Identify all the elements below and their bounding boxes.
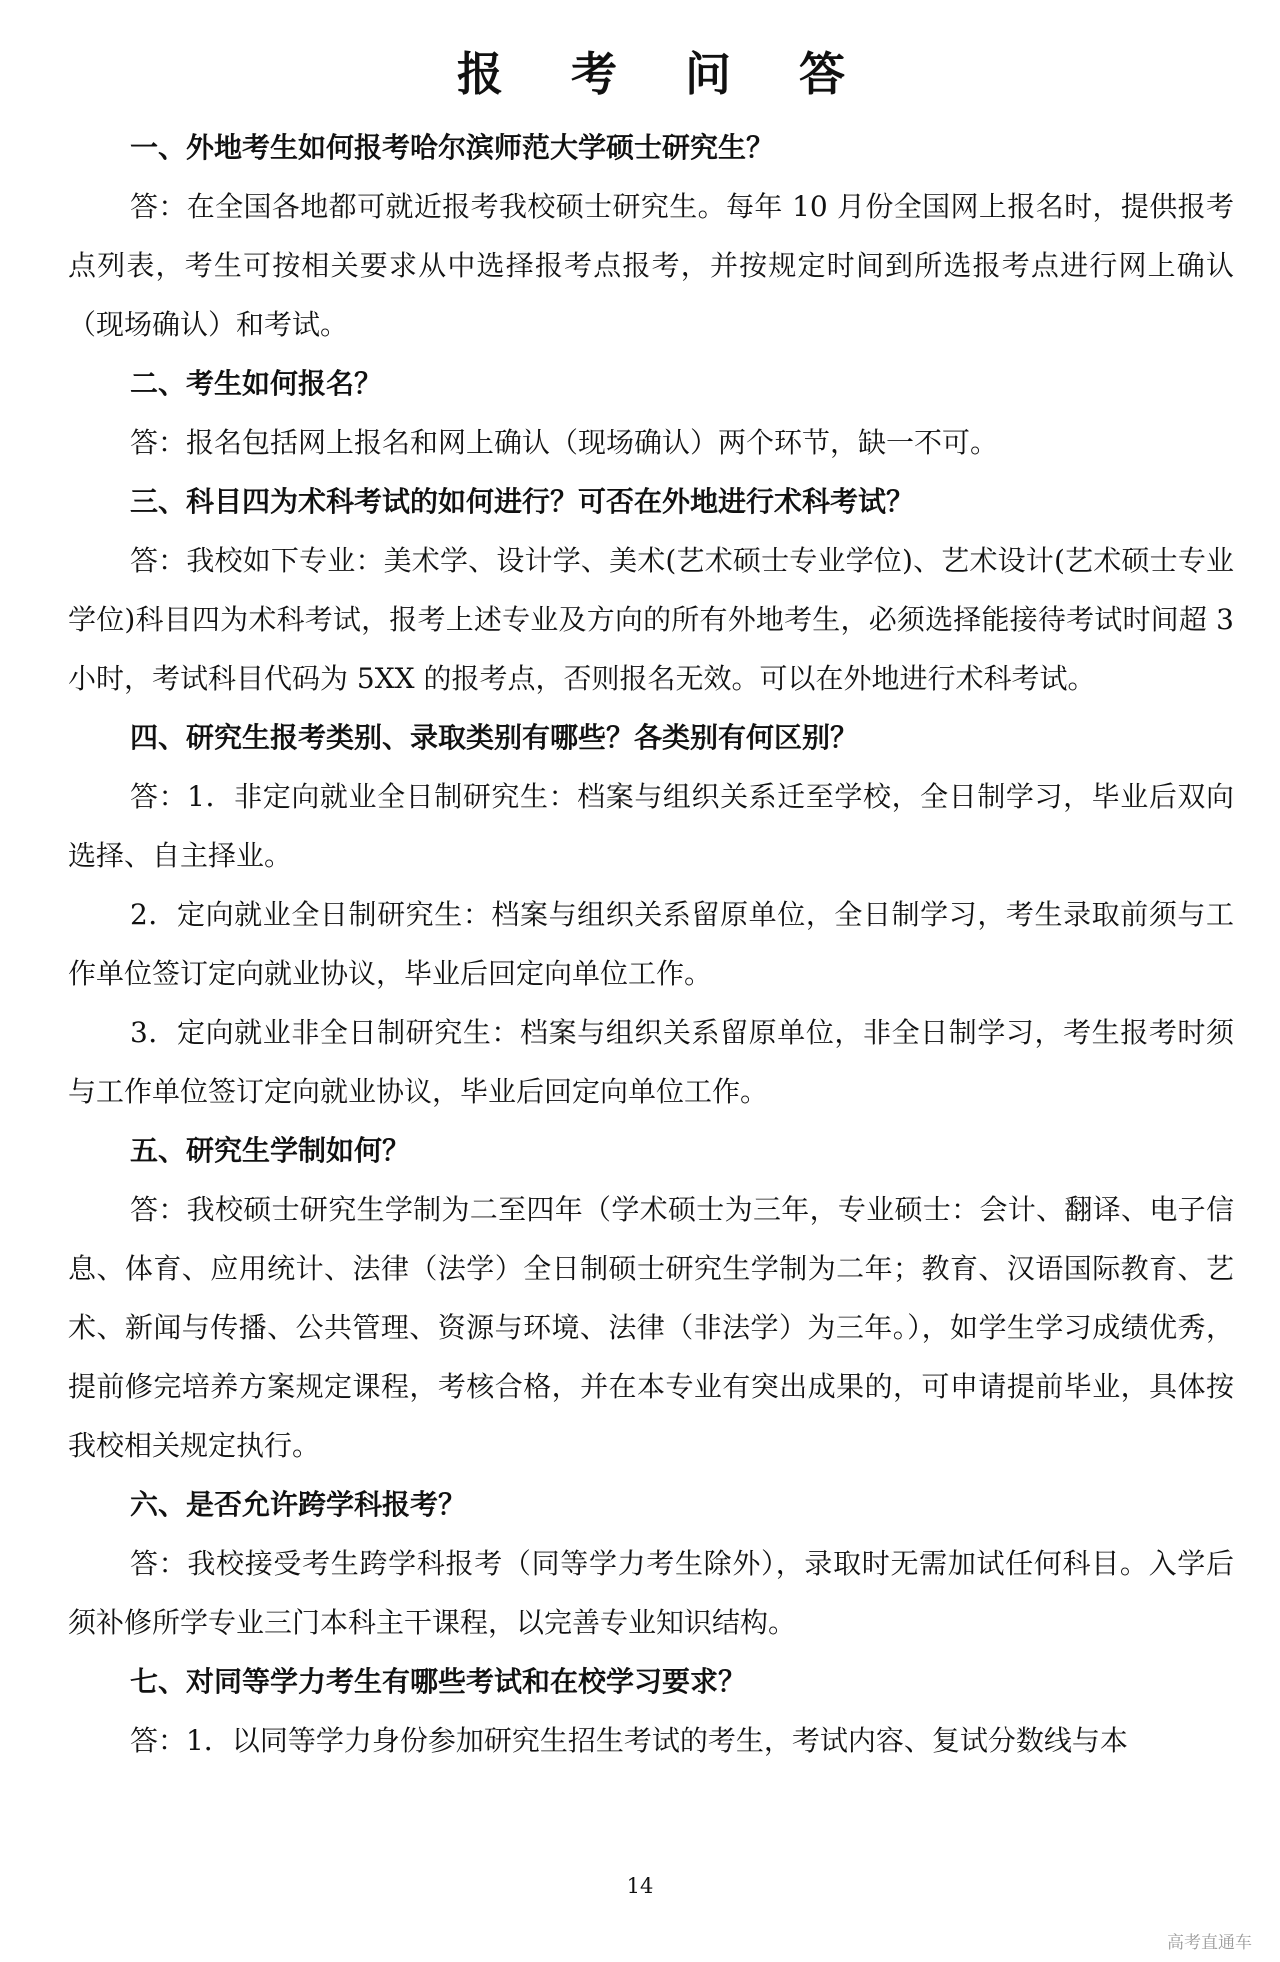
question: 一、外地考生如何报考哈尔滨师范大学硕士研究生？ xyxy=(130,131,775,164)
document-page xyxy=(68,44,1234,1770)
watermark: 高考直通车 xyxy=(1167,1933,1252,1953)
answer: 答：1．以同等学力身份参加研究生招生考试的考生，考试内容、复试分数线与本 xyxy=(130,1724,1128,1757)
page-title: 报 考 问 答 xyxy=(456,47,872,101)
answer: 3．定向就业非全日制研究生：档案与组织关系留原单位，非全日制学习，考生报考时须与工作单位签订定向就业协议，毕业后回定向单位工作。 xyxy=(68,1016,1234,1108)
question: 四、研究生报考类别、录取类别有哪些？各类别有何区别？ xyxy=(130,721,859,754)
question: 二、考生如何报名？ xyxy=(130,367,383,400)
answer: 答：我校如下专业：美术学、设计学、美术(艺术硕士专业学位)、艺术设计(艺术硕士专业学位)科目四为术科考试，报考上述专业及方向的所有外地考生，必须选择能接待考试时间超 3 小时，考试科目代码为 5XX 的报考点，否则报名无效。可以在外地进行术科考试。 xyxy=(68,544,1234,695)
faq-section xyxy=(68,708,1234,1121)
faq-section xyxy=(68,1121,1234,1475)
page-number: 14 xyxy=(626,1874,654,1898)
question: 五、研究生学制如何？ xyxy=(130,1134,411,1167)
answer: 答：1．非定向就业全日制研究生：档案与组织关系迁至学校，全日制学习，毕业后双向选择、自主择业。 xyxy=(68,780,1234,872)
question: 六、是否允许跨学科报考？ xyxy=(130,1488,467,1521)
answer: 答：我校硕士研究生学制为二至四年（学术硕士为三年，专业硕士：会计、翻译、电子信息、体育、应用统计、法律（法学）全日制硕士研究生学制为二年；教育、汉语国际教育、艺术、新闻与传播、公共管理、资源与环境、法律（非法学）为三年。），如学生学习成绩优秀，提前修完培养方案规定课程，考核合格，并在本专业有突出成果的，可申请提前毕业，具体按我校相关规定执行。 xyxy=(68,1193,1234,1462)
question: 三、科目四为术科考试的如何进行？可否在外地进行术科考试？ xyxy=(130,485,915,518)
answer: 答：在全国各地都可就近报考我校硕士研究生。每年 10 月份全国网上报名时，提供报考点列表，考生可按相关要求从中选择报考点报考，并按规定时间到所选报考点进行网上确认（现场确认）和考试。 xyxy=(68,190,1234,341)
faq-section xyxy=(68,472,1234,708)
question: 七、对同等学力考生有哪些考试和在校学习要求？ xyxy=(130,1665,747,1698)
faq-section xyxy=(68,354,1234,472)
answer: 答：我校接受考生跨学科报考（同等学力考生除外），录取时无需加试任何科目。入学后须补修所学专业三门本科主干课程，以完善专业知识结构。 xyxy=(68,1547,1234,1639)
faq-section xyxy=(68,1652,1234,1770)
faq-section xyxy=(68,118,1234,354)
answer: 答：报名包括网上报名和网上确认（现场确认）两个环节，缺一不可。 xyxy=(130,426,999,459)
faq-section xyxy=(68,1475,1234,1652)
answer: 2．定向就业全日制研究生：档案与组织关系留原单位，全日制学习，考生录取前须与工作单位签订定向就业协议，毕业后回定向单位工作。 xyxy=(68,898,1234,990)
